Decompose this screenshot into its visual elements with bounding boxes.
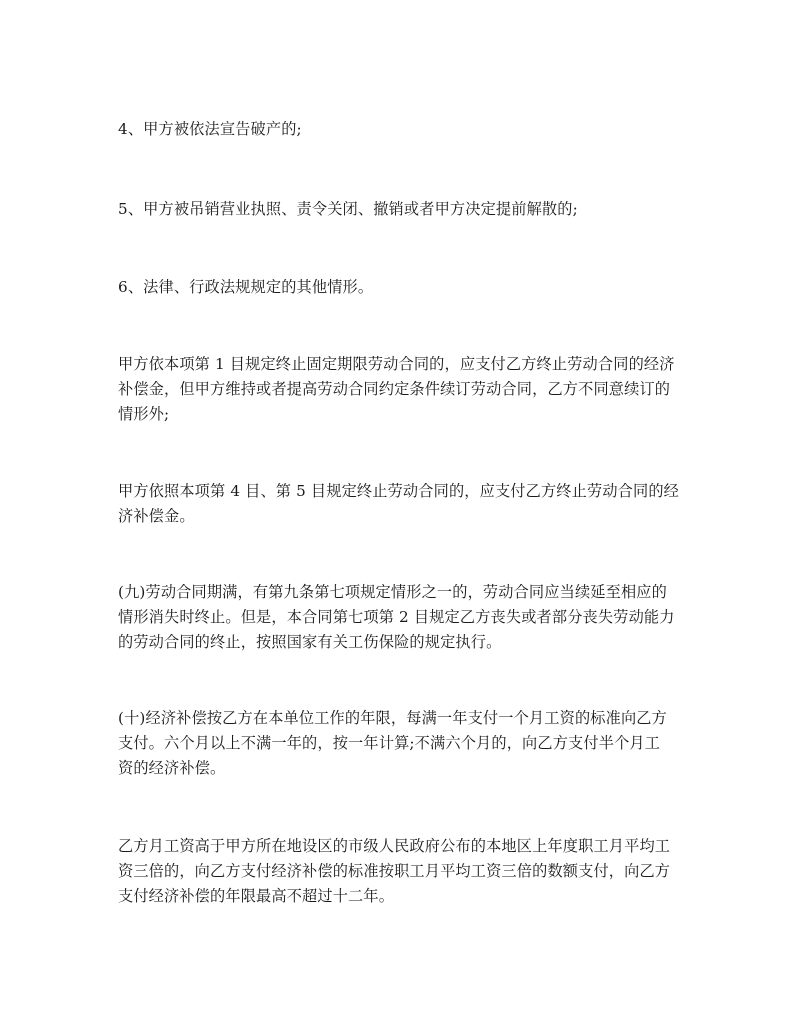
paragraph-clause-ten bbox=[118, 706, 682, 781]
paragraph-line: 资三倍的，向乙方支付经济补偿的标准按职工月平均工资三倍的数额支付，向乙方 bbox=[118, 862, 671, 880]
paragraph-line: 5、甲方被吊销营业执照、责令关闭、撤销或者甲方决定提前解散的; bbox=[118, 200, 578, 218]
paragraph-line: 支付经济补偿的年限最高不超过十二年。 bbox=[118, 887, 395, 905]
paragraph-clause-nine bbox=[118, 580, 682, 655]
paragraph-line: 资的经济补偿。 bbox=[118, 759, 226, 777]
paragraph-item-6 bbox=[118, 275, 682, 300]
paragraph-line: 4、甲方被依法宣告破产的; bbox=[118, 120, 302, 138]
paragraph-line: 6、法律、行政法规规定的其他情形。 bbox=[118, 278, 374, 296]
paragraph-line: 补偿金，但甲方维持或者提高劳动合同约定条件续订劳动合同，乙方不同意续订的 bbox=[118, 380, 671, 398]
paragraph-line: (九)劳动合同期满，有第九条第七项规定情形之一的，劳动合同应当续延至相应的 bbox=[118, 583, 667, 601]
paragraph-line: 支付。六个月以上不满一年的，按一年计算;不满六个月的，向乙方支付半个月工 bbox=[118, 734, 661, 752]
paragraph-items-4-5-compensation bbox=[118, 479, 682, 529]
paragraph-fixed-term-termination bbox=[118, 352, 682, 427]
paragraph-line: 甲方依照本项第 4 目、第 5 目规定终止劳动合同的，应支付乙方终止劳动合同的经 bbox=[118, 482, 680, 500]
paragraph-line: 乙方月工资高于甲方所在地设区的市级人民政府公布的本地区上年度职工月平均工 bbox=[118, 837, 671, 855]
paragraph-line: 济补偿金。 bbox=[118, 507, 195, 525]
paragraph-line: 情形外; bbox=[118, 405, 170, 423]
paragraph-line: 情形消失时终止。但是，本合同第七项第 2 目规定乙方丧失或者部分丧失劳动能力 bbox=[118, 608, 675, 626]
paragraph-item-5 bbox=[118, 197, 682, 222]
paragraph-high-salary-compensation bbox=[118, 834, 682, 909]
paragraph-line: (十)经济补偿按乙方在本单位工作的年限，每满一年支付一个月工资的标准向乙方 bbox=[118, 709, 667, 727]
paragraph-line: 的劳动合同的终止，按照国家有关工伤保险的规定执行。 bbox=[118, 633, 502, 651]
paragraph-line: 甲方依本项第 1 目规定终止固定期限劳动合同的，应支付乙方终止劳动合同的经济 bbox=[118, 355, 675, 373]
paragraph-item-4 bbox=[118, 117, 682, 142]
